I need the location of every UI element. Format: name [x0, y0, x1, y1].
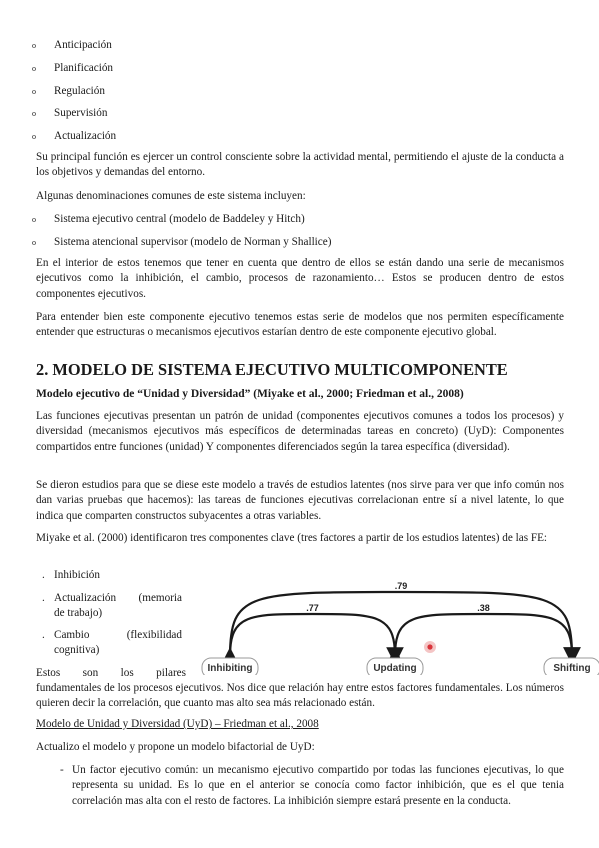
bullet-text: Supervisión	[54, 107, 108, 119]
factor-node-label: Inhibiting	[207, 663, 253, 674]
paragraph: Se dieron estudios para que se diese este modelo a través de estudios latentes (nos sirve para ver que info común nos dan varias pruebas que hacemos): las tareas de funciones ejecutivas correlacionan entre sí a nivel latente, lo que indica que comparten constructos subyacentes a otras variables.	[36, 479, 564, 522]
bullet-text: Sistema ejecutivo central (modelo de Baddeley y Hitch)	[54, 213, 305, 225]
paragraph: Algunas denominaciones comunes de este sistema incluyen:	[36, 190, 306, 202]
bullet-text: Sistema atencional supervisor (modelo de Norman y Shallice)	[54, 236, 332, 248]
correlation-arc	[230, 614, 395, 656]
latent-factor-diagram	[190, 580, 599, 675]
bullet-marker: o	[32, 215, 36, 224]
paragraph-lead: Estos son los pilares	[36, 667, 186, 679]
correlation-value: .77	[306, 603, 319, 613]
bullet-marker: o	[32, 132, 36, 141]
factor-text-line: cognitiva)	[54, 644, 100, 656]
bullet-text: Regulación	[54, 85, 105, 97]
bullet-marker: o	[32, 41, 36, 50]
red-marker-dot	[427, 644, 432, 649]
correlation-value: .38	[477, 603, 490, 613]
dash-marker: -	[60, 764, 64, 776]
factor-marker: .	[42, 629, 45, 641]
factor-node-label: Updating	[373, 663, 417, 674]
factor-marker: .	[42, 569, 45, 581]
correlation-arc	[230, 592, 572, 656]
dash-item-text: Un factor ejecutivo común: un mecanismo ejecutivo compartido por todas las funciones ejecutivas, lo que representa su unidad. Es lo que en el anterior se conocía como factor inhibición, que es el que tenia correlación mas alta con el resto de factores. La inhibición siempre estará presente en la conducta.	[72, 764, 564, 807]
correlation-values	[306, 581, 490, 613]
bullet-marker: o	[32, 109, 36, 118]
subsection-heading: Modelo ejecutivo de “Unidad y Diversidad” (Miyake et al., 2000; Friedman et al., 2008)	[36, 388, 464, 400]
paragraph: fundamentales de los procesos ejecutivos. Nos dice que relación hay entre estos factores fundamentales. Los números quieren decir la correlación, que cuanto mas alto sea más relacionado están.	[36, 682, 564, 710]
correlation-arcs	[230, 592, 572, 656]
factor-text: Inhibición	[54, 569, 100, 581]
correlation-value: .79	[394, 581, 408, 591]
factor-text-line: de trabajo)	[54, 607, 103, 619]
bullet-marker: o	[32, 64, 36, 73]
bullet-marker: o	[32, 87, 36, 96]
factor-node-label: Shifting	[553, 663, 591, 674]
paragraph: Su principal función es ejercer un control consciente sobre la actividad mental, permitiendo el ajuste de la conducta a los objetivos y demandas del entorno.	[36, 151, 564, 179]
factor-nodes	[202, 658, 599, 675]
factor-text-line: Actualización (memoria	[54, 592, 182, 604]
paragraph: Miyake et al. (2000) identificaron tres componentes clave (tres factores a partir de los estudios latentes) de las FE:	[36, 532, 548, 544]
section-heading: 2. MODELO DE SISTEMA EJECUTIVO MULTICOMPONENTE	[36, 360, 508, 379]
factor-text-line: Cambio (flexibilidad	[54, 629, 182, 641]
bullet-text: Actualización	[54, 130, 117, 142]
paragraph: Para entender bien este componente ejecutivo tenemos estas serie de modelos que nos permiten específicamente entender que estructuras o mecanismos ejecutivos estarían dentro de este componente ejecutivo global.	[36, 311, 564, 339]
underlined-title: Modelo de Unidad y Diversidad (UyD) – Friedman et al., 2008	[36, 718, 319, 730]
bullet-marker: o	[32, 238, 36, 247]
correlation-arc	[395, 614, 572, 656]
factor-marker: .	[42, 592, 45, 604]
bullet-text: Planificación	[54, 62, 114, 74]
paragraph: Las funciones ejecutivas presentan un patrón de unidad (componentes ejecutivos comunes a todos los procesos) y diversidad (mecanismos ejecutivos más específicos de determinadas tareas en concreto) (UyD): Componentes compartidos entre funciones (unidad) Y componentes diferenciados según la tarea específica (diversidad).	[36, 410, 564, 453]
paragraph: Actualizo el modelo y propone un modelo bifactorial de UyD:	[36, 741, 315, 753]
paragraph: En el interior de estos tenemos que tener en cuenta que dentro de ellos se están dando una serie de mecanismos ejecutivos como la inhibición, el cambio, procesos de razonamiento… Estos se producen dentro de estos componentes ejecutivos.	[36, 257, 564, 300]
bullet-text: Anticipación	[54, 39, 112, 51]
